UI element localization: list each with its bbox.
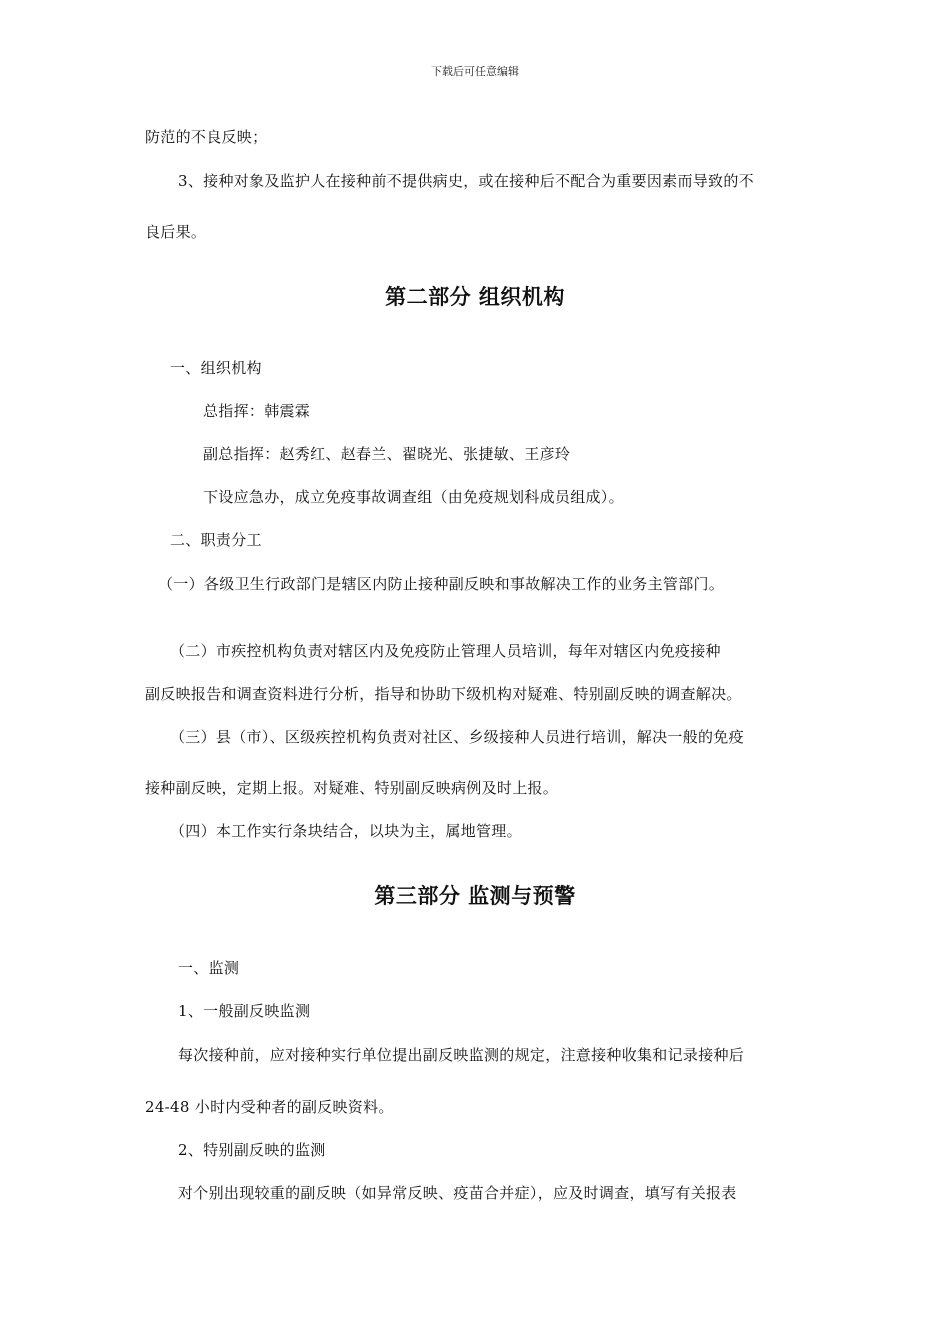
duty-3-line-1: （三）县（市）、区级疾控机构负责对社区、乡级接种人员进行培训，解决一般的免疫: [170, 728, 744, 746]
intro-line-3: 良后果。: [145, 223, 207, 241]
special-monitoring-line-1: 对个别出现较重的副反映（如异常反映、疫苗合并症），应及时调查，填写有关报表: [178, 1184, 737, 1202]
duty-2-line-1: （二）市疾控机构负责对辖区内及免疫防止管理人员培训，每年对辖区内免疫接种: [170, 642, 721, 660]
part2-section1-title: 一、组织机构: [170, 359, 262, 377]
intro-line-2: 3、接种对象及监护人在接种前不提供病史，或在接种后不配合为重要因素而导致的不: [178, 172, 754, 190]
part3-section1-title: 一、监测: [178, 959, 240, 977]
intro-line-1: 防范的不良反映；: [145, 128, 268, 146]
emergency-office: 下设应急办，成立免疫事故调查组（由免疫规划科成员组成）。: [203, 488, 624, 506]
special-monitoring-title: 2、特别副反映的监测: [178, 1141, 326, 1159]
duty-2-line-2: 副反映报告和调查资料进行分析，指导和协助下级机构对疑难、特别副反映的调查解决。: [145, 685, 742, 703]
part2-section2-title: 二、职责分工: [170, 531, 262, 549]
duty-3-line-2: 接种副反映，定期上报。对疑难、特别副反映病例及时上报。: [145, 779, 559, 797]
general-monitoring-line-2: 24-48 小时内受种者的副反映资料。: [145, 1098, 394, 1116]
part3-heading: 第三部分 监测与预警: [374, 884, 576, 908]
general-monitoring-title: 1、一般副反映监测: [178, 1002, 311, 1020]
general-monitoring-line-1: 每次接种前，应对接种实行单位提出副反映监测的规定，注意接种收集和记录接种后: [178, 1046, 745, 1064]
duty-4: （四）本工作实行条块结合，以块为主，属地管理。: [170, 822, 522, 840]
deputy-commanders: 副总指挥：赵秀红、赵春兰、翟晓光、张捷敏、王彦玲: [203, 445, 571, 463]
page-header: 下载后可任意编辑: [431, 65, 519, 78]
part2-heading: 第二部分 组织机构: [385, 285, 565, 309]
chief-commander: 总指挥：韩震霖: [203, 402, 311, 420]
duty-1: （一）各级卫生行政部门是辖区内防止接种副反映和事故解决工作的业务主管部门。: [158, 575, 725, 593]
